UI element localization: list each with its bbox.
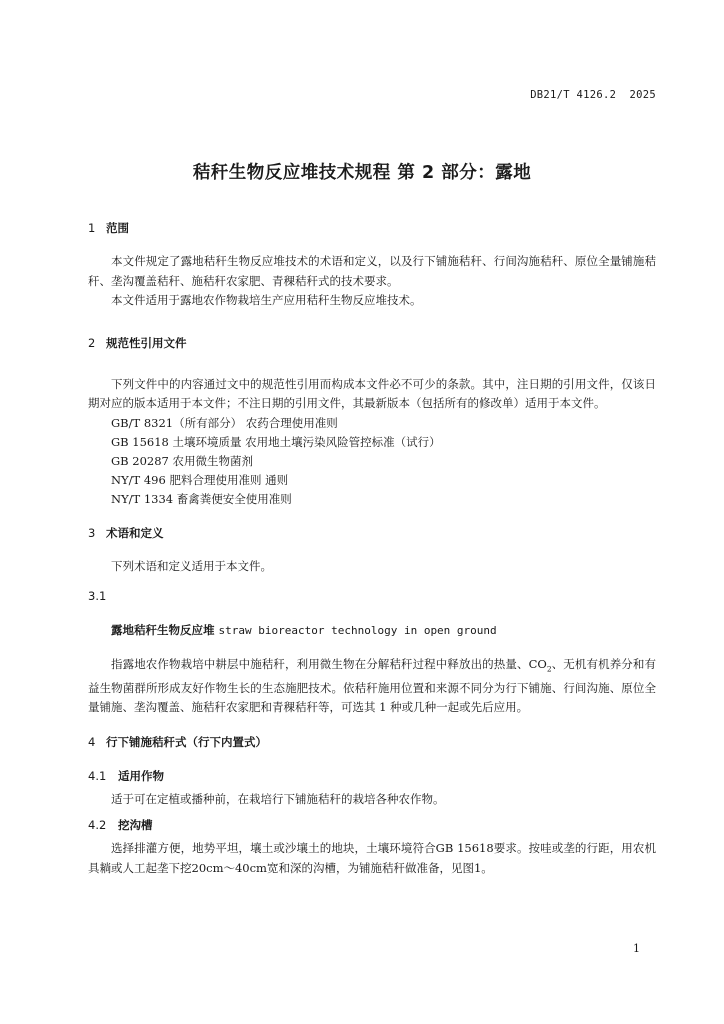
term-definition: 指露地农作物栽培中耕层中施秸秆，利用微生物在分解秸秆过程中释放出的热量、$CO_2$、无机有机养分和有益生物菌群所形成友好作物生长的生态施肥技术。依秸秆施用位置和来源不同分为行下铺施、行间沟施、原位全量铺施、垄沟覆盖、施秸秆农家肥和青稞秸秆等，可选其 1 种或几种一起或先后应用。	[88, 657, 656, 715]
paragraph: 本文件规定了露地秸秆生物反应堆技术的术语和定义，以及行下铺施秸秆、行间沟施秸秆、原位全量铺施秸秆、垄沟覆盖秸秆、施秸秆农家肥、青稞秸秆式的技术要求。	[88, 254, 656, 288]
subsection-4-1-heading	[88, 766, 656, 786]
reference-item: NY/T 496 肥料合理使用准则 通则	[111, 472, 289, 487]
subsection-title: 适用作物	[118, 768, 164, 783]
section-number: 2	[88, 335, 96, 350]
term-english: straw bioreactor technology in open ground	[218, 624, 497, 637]
section-title: 规范性引用文件	[106, 335, 187, 350]
reference-item: GB 15618 土壤环境质量 农用地土壤污染风险管控标准（试行）	[111, 434, 441, 449]
section-number: 1	[88, 221, 96, 235]
standard-number: DB21/T 4126.2 2025	[530, 89, 656, 101]
subsection-4-2-heading	[88, 815, 656, 835]
document-body	[88, 218, 656, 878]
subsection-number: 4.2	[88, 818, 107, 833]
page-number: 1	[633, 942, 640, 955]
subsection-number: 3.1	[88, 589, 107, 603]
section-title: 行下铺施秸秆式（行下内置式）	[106, 734, 267, 749]
term-chinese: 露地秸秆生物反应堆	[111, 623, 215, 637]
reference-item: GB 20287 农用微生物菌剂	[111, 453, 254, 468]
section-number: 3	[88, 525, 96, 540]
paragraph: 下列术语和定义适用于本文件。	[111, 558, 272, 573]
subsection-number: 4.1	[88, 768, 107, 783]
section-title: 术语和定义	[106, 525, 164, 540]
section-2-heading	[88, 333, 656, 353]
section-3-heading	[88, 523, 656, 543]
reference-item: GB/T 8321（所有部分） 农药合理使用准则	[111, 415, 338, 430]
subsection-title: 挖沟槽	[118, 818, 153, 833]
term-entry	[88, 620, 656, 641]
section-1-heading	[88, 218, 656, 238]
paragraph: 下列文件中的内容通过文中的规范性引用而构成本文件必不可少的条款。其中，注日期的引用文件，仅该日期对应的版本适用于本文件；不注日期的引用文件，其最新版本（包括所有的修改单）适用于本文件。	[88, 376, 656, 410]
paragraph: 本文件适用于露地农作物栽培生产应用秸秆生物反应堆技术。	[111, 293, 422, 307]
section-number: 4	[88, 734, 96, 749]
section-title: 范围	[106, 221, 129, 235]
paragraph: 适于可在定植或播种前，在栽培行下铺施秸秆的栽培各种农作物。	[111, 791, 445, 806]
section-4-heading	[88, 732, 656, 752]
paragraph: 选择排灌方便，地势平坦，壤土或沙壤土的地块，土壤环境符合GB 15618要求。按哇或垄的行距，用农机具耥或人工起垄下挖20cm～40cm宽和深的沟槽，为铺施秸秆做准备，见图1。	[88, 841, 656, 875]
reference-item: NY/T 1334 畜禽粪便安全使用准则	[111, 491, 292, 506]
document-title: 秸秆生物反应堆技术规程 第 2 部分：露地	[192, 163, 532, 183]
